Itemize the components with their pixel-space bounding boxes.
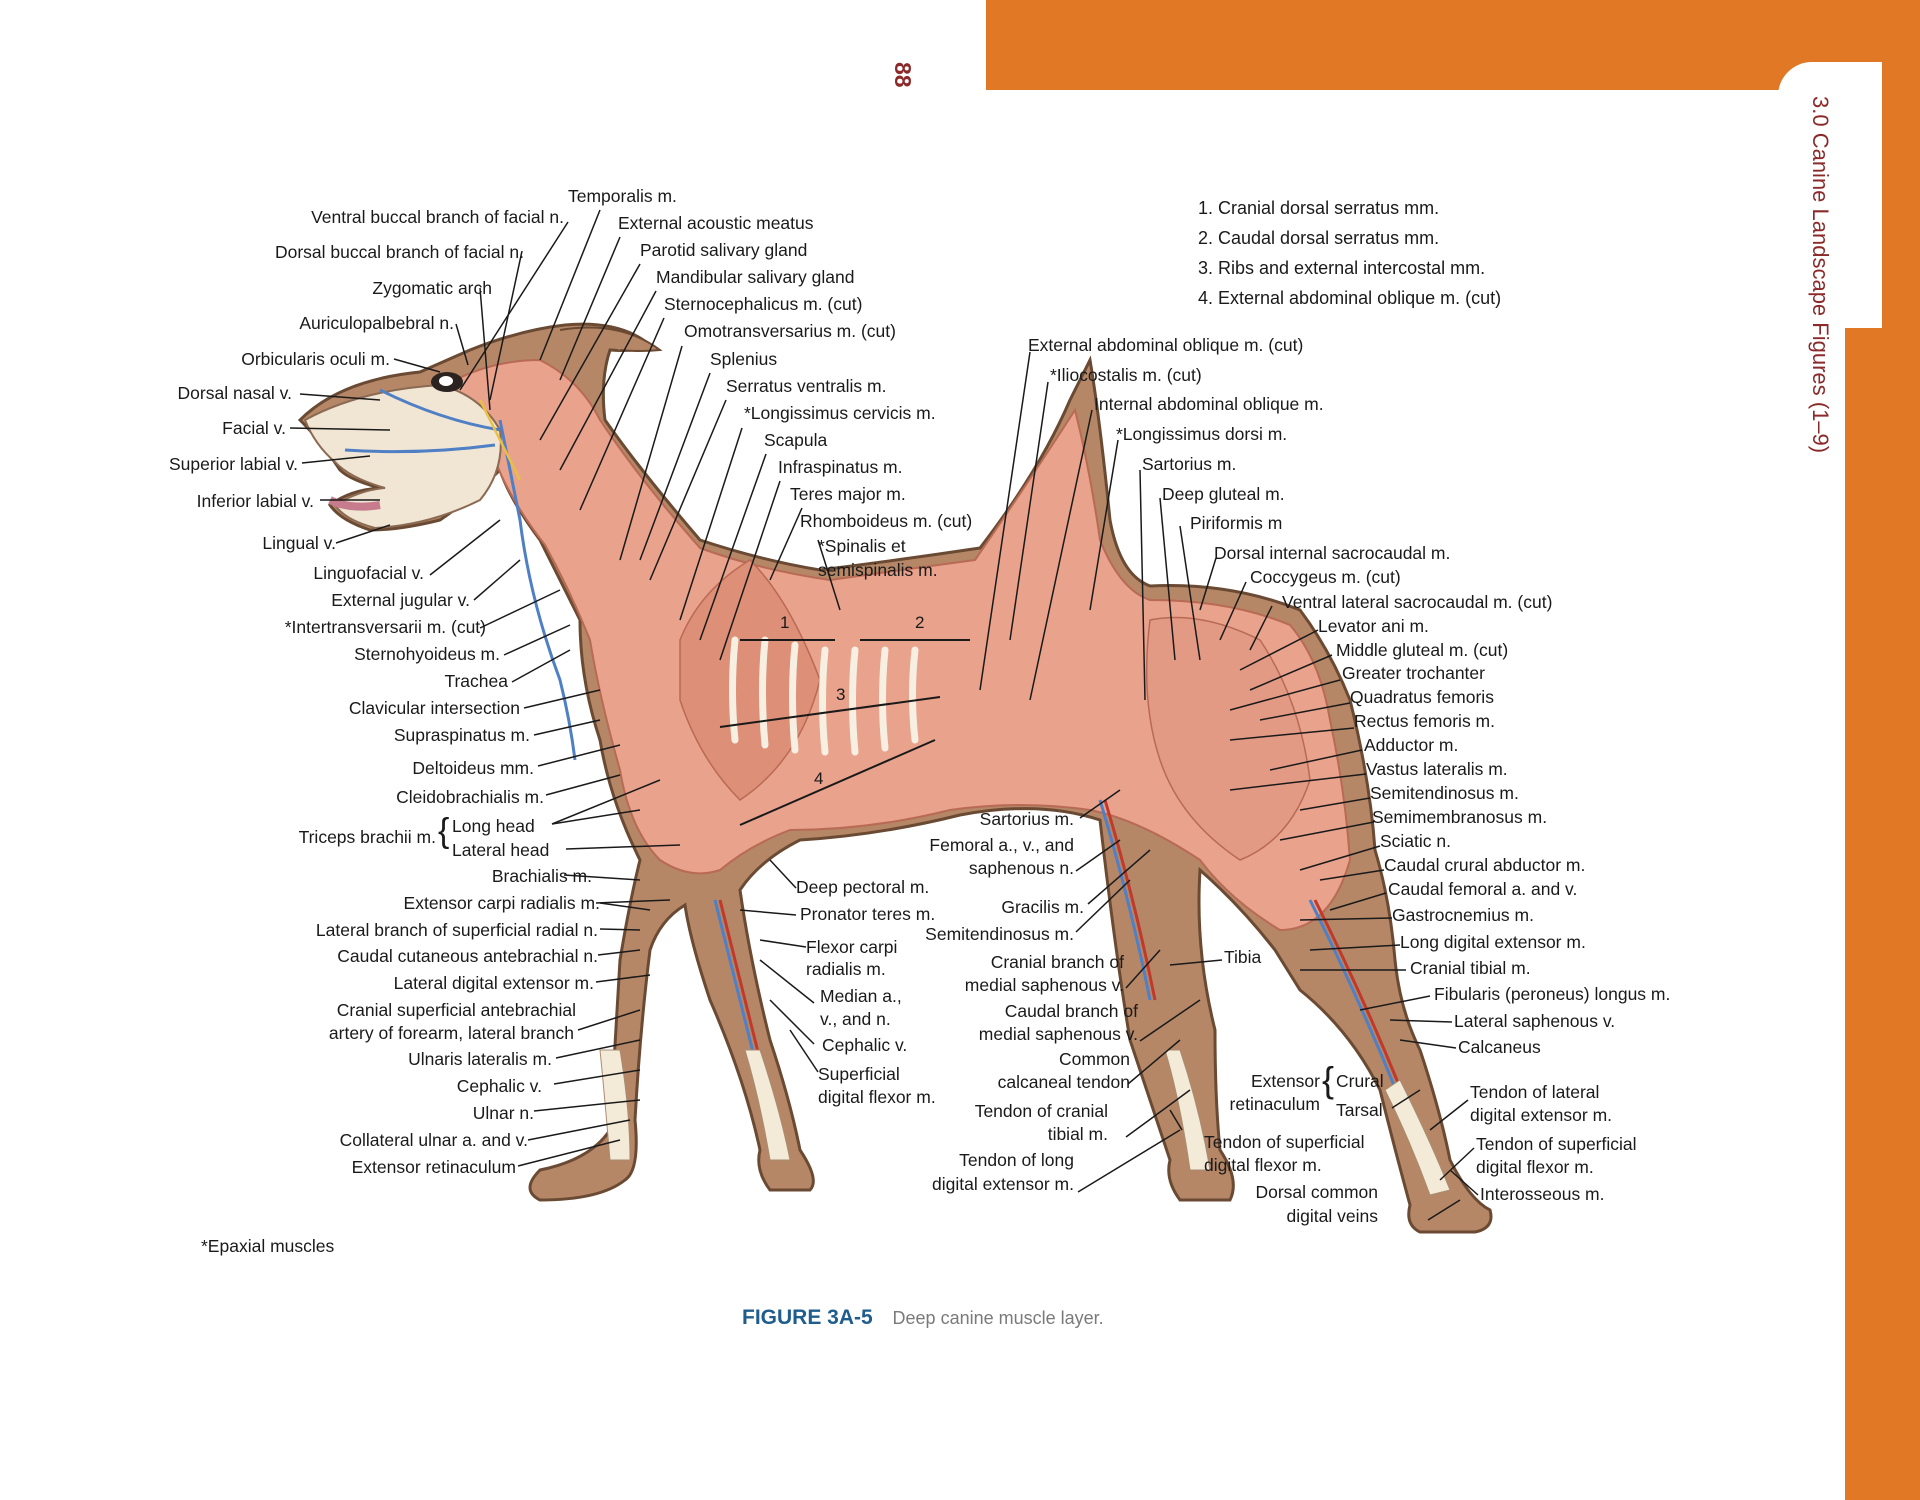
label-superficial-digital-flexor-fore-2: digital flexor m. (818, 1087, 936, 1107)
label-tendon-long-digital-extensor-2: digital extensor m. (931, 1174, 1074, 1194)
label-cleidobrachialis: Cleidobrachialis m. (396, 787, 544, 807)
label-serratus-ventralis: Serratus ventralis m. (726, 376, 887, 396)
label-temporalis: Temporalis m. (568, 186, 677, 206)
label-dorsal-common-digital-veins-2: digital veins (1286, 1206, 1378, 1226)
page-number: 88 (890, 62, 916, 88)
legend-item: 1. Cranial dorsal serratus mm. (1198, 198, 1440, 218)
label-lingual-v: Lingual v. (262, 533, 336, 553)
label-semitendinosus-mid: Semitendinosus m. (925, 924, 1074, 944)
label-common-calcaneal-1: Common (1059, 1049, 1130, 1069)
label-extensor-retinaculum-hind-1: Extensor (1250, 1071, 1320, 1091)
triceps-bracket: { (438, 812, 450, 850)
label-iliocostalis: *Iliocostalis m. (cut) (1050, 365, 1202, 385)
retinaculum-bracket: { (1322, 1059, 1335, 1100)
label-cranial-branch-medial-saphenous-1: Cranial branch of (990, 952, 1124, 972)
label-collateral-ulnar: Collateral ulnar a. and v. (339, 1130, 528, 1150)
label-deep-gluteal: Deep gluteal m. (1162, 484, 1285, 504)
label-triceps-brachii: Triceps brachii m. (298, 827, 436, 847)
label-tendon-lateral-digital-extensor-2: digital extensor m. (1470, 1105, 1613, 1125)
label-median-avn-1: Median a., (820, 986, 902, 1006)
label-cranial-superficial-antebrachial: Cranial superficial antebrachial (336, 1000, 576, 1020)
label-adductor: Adductor m. (1364, 735, 1459, 755)
label-lateral-digital-extensor: Lateral digital extensor m. (393, 973, 594, 993)
label-trachea: Trachea (444, 671, 508, 691)
label-tendon-long-digital-extensor-1: Tendon of long (959, 1150, 1074, 1170)
label-superior-labial-v: Superior labial v. (168, 454, 298, 474)
label-longissimus-cervicis: *Longissimus cervicis m. (744, 403, 936, 423)
label-long-digital-extensor: Long digital extensor m. (1400, 932, 1586, 952)
label-extensor-carpi-radialis: Extensor carpi radialis m. (403, 893, 600, 913)
label-dorsal-nasal-v: Dorsal nasal v. (177, 383, 292, 403)
label-teres-major: Teres major m. (790, 484, 906, 504)
label-flexor-carpi-2: radialis m. (806, 959, 886, 979)
legend-item: 4. External abdominal oblique m. (cut) (1198, 288, 1502, 308)
label-middle-gluteal: Middle gluteal m. (cut) (1336, 640, 1509, 660)
label-flexor-carpi-1: Flexor carpi (806, 937, 898, 957)
label-caudal-femoral: Caudal femoral a. and v. (1388, 879, 1578, 899)
label-linguofacial-v: Linguofacial v. (313, 563, 424, 583)
label-tendon-cranial-tibial-1: Tendon of cranial (974, 1101, 1108, 1121)
label-lateral-saphenous-v: Lateral saphenous v. (1454, 1011, 1616, 1031)
label-triceps-long-head: Long head (452, 816, 535, 836)
footnote-epaxial: *Epaxial muscles (201, 1236, 335, 1256)
label-tibia: Tibia (1224, 947, 1262, 967)
label-median-avn-2: v., and n. (820, 1009, 891, 1029)
label-mandibular-salivary-gland: Mandibular salivary gland (656, 267, 855, 287)
legend (1198, 193, 1501, 313)
label-semitendinosus-right: Semitendinosus m. (1370, 783, 1519, 803)
figure-description: Deep canine muscle layer. (892, 1308, 1104, 1328)
label-clavicular-intersection: Clavicular intersection (348, 698, 520, 718)
label-rhomboideus: Rhomboideus m. (cut) (800, 511, 973, 531)
label-ulnar-n: Ulnar n. (472, 1103, 534, 1123)
label-femoral-avn-2: saphenous n. (968, 858, 1074, 878)
section-tab-title: 3.0 Canine Landscape Figures (1–9) (1808, 96, 1833, 454)
legend-item: 2. Caudal dorsal serratus mm. (1198, 228, 1440, 248)
label-deep-pectoral: Deep pectoral m. (796, 877, 930, 897)
label-gracilis: Gracilis m. (1001, 897, 1084, 917)
label-deltoideus: Deltoideus mm. (412, 758, 534, 778)
label-tendon-superficial-digital-flexor-right-2: digital flexor m. (1476, 1157, 1594, 1177)
label-intertransversarii: *Intertransversarii m. (cut) (284, 617, 486, 637)
label-crural: Crural (1336, 1071, 1384, 1091)
region-number-2: 2 (915, 613, 925, 632)
label-omotransversarius: Omotransversarius m. (cut) (684, 321, 896, 341)
label-tendon-superficial-digital-flexor-right-1: Tendon of superficial (1476, 1134, 1637, 1154)
label-common-calcaneal-2: calcaneal tendon (997, 1072, 1130, 1092)
label-sciatic-n: Sciatic n. (1380, 831, 1451, 851)
label-tendon-cranial-tibial-2: tibial m. (1047, 1124, 1108, 1144)
label-caudal-branch-medial-saphenous-2: medial saphenous v. (978, 1024, 1138, 1044)
label-artery-of-forearm: artery of forearm, lateral branch (328, 1023, 574, 1043)
label-sartorius-mid: Sartorius m. (979, 809, 1074, 829)
label-greater-trochanter: Greater trochanter (1342, 663, 1485, 683)
region-number-4: 4 (814, 769, 824, 788)
label-spinalis-et: *Spinalis et (818, 536, 906, 556)
label-dorsal-buccal-branch: Dorsal buccal branch of facial n. (274, 242, 524, 262)
label-cephalic-v-mid: Cephalic v. (822, 1035, 908, 1055)
label-piriformis: Piriformis m (1190, 513, 1283, 533)
label-splenius: Splenius (710, 349, 778, 369)
label-superficial-digital-flexor-fore-1: Superficial (818, 1064, 900, 1084)
label-parotid-salivary-gland: Parotid salivary gland (640, 240, 808, 260)
region-number-1: 1 (780, 613, 790, 632)
label-facial-v: Facial v. (222, 418, 286, 438)
label-ventral-lateral-sacrocaudal: Ventral lateral sacrocaudal m. (cut) (1282, 592, 1553, 612)
label-coccygeus: Coccygeus m. (cut) (1250, 567, 1401, 587)
label-pronator-teres: Pronator teres m. (800, 904, 936, 924)
label-caudal-crural-abductor: Caudal crural abductor m. (1384, 855, 1586, 875)
label-rectus-femoris: Rectus femoris m. (1354, 711, 1495, 731)
label-cranial-tibial: Cranial tibial m. (1410, 958, 1531, 978)
legend-item: 3. Ribs and external intercostal mm. (1198, 258, 1486, 278)
label-dorsal-common-digital-veins-1: Dorsal common (1255, 1182, 1378, 1202)
label-calcaneus: Calcaneus (1458, 1037, 1541, 1057)
label-sternohyoideus: Sternohyoideus m. (354, 644, 500, 664)
label-sternocephalicus: Sternocephalicus m. (cut) (664, 294, 863, 314)
label-tendon-lateral-digital-extensor-1: Tendon of lateral (1470, 1082, 1600, 1102)
label-sartorius-top: Sartorius m. (1142, 454, 1237, 474)
label-semispinalis: semispinalis m. (818, 560, 938, 580)
label-caudal-cutaneous-antebrachial: Caudal cutaneous antebrachial n. (337, 946, 598, 966)
label-tendon-superficial-digital-flexor-hind-2: digital flexor m. (1204, 1155, 1322, 1175)
figure-caption (742, 1306, 1104, 1330)
label-lateral-branch-superficial-radial: Lateral branch of superficial radial n. (315, 920, 598, 940)
label-interosseous: Interosseous m. (1480, 1184, 1605, 1204)
label-ulnaris-lateralis: Ulnaris lateralis m. (408, 1049, 552, 1069)
label-tendon-superficial-digital-flexor-hind-1: Tendon of superficial (1204, 1132, 1365, 1152)
label-extensor-retinaculum-fore: Extensor retinaculum (351, 1157, 516, 1177)
label-levator-ani: Levator ani m. (1318, 616, 1429, 636)
figure-number: FIGURE 3A-5 (742, 1306, 873, 1329)
label-caudal-branch-medial-saphenous-1: Caudal branch of (1004, 1001, 1138, 1021)
region-number-3: 3 (836, 685, 846, 704)
label-infraspinatus: Infraspinatus m. (778, 457, 903, 477)
label-external-jugular-v: External jugular v. (331, 590, 470, 610)
label-ventral-buccal-branch: Ventral buccal branch of facial n. (311, 207, 564, 227)
label-longissimus-dorsi: *Longissimus dorsi m. (1116, 424, 1288, 444)
label-auriculopalbebral-n: Auriculopalbebral n. (299, 313, 454, 333)
muscle-layer (430, 360, 1350, 930)
label-external-acoustic-meatus: External acoustic meatus (618, 213, 814, 233)
label-extensor-retinaculum-hind-2: retinaculum (1229, 1094, 1320, 1114)
label-zygomatic-arch: Zygomatic arch (372, 278, 492, 298)
label-brachialis: Brachialis m. (491, 866, 592, 886)
label-fibularis-longus: Fibularis (peroneus) longus m. (1434, 984, 1671, 1004)
label-internal-abdominal-oblique: Internal abdominal oblique m. (1094, 394, 1324, 414)
label-femoral-avn-1: Femoral a., v., and (929, 835, 1074, 855)
label-external-abdominal-oblique-top: External abdominal oblique m. (cut) (1028, 335, 1304, 355)
label-orbicularis-oculi: Orbicularis oculi m. (241, 349, 390, 369)
label-supraspinatus: Supraspinatus m. (393, 725, 530, 745)
label-vastus-lateralis: Vastus lateralis m. (1366, 759, 1508, 779)
label-cephalic-v-fore: Cephalic v. (456, 1076, 542, 1096)
label-tarsal: Tarsal (1336, 1100, 1383, 1120)
label-cranial-branch-medial-saphenous-2: medial saphenous v. (964, 975, 1124, 995)
label-quadratus-femoris: Quadratus femoris (1350, 687, 1494, 707)
label-triceps-lateral-head: Lateral head (452, 840, 550, 860)
label-semimembranosus: Semimembranosus m. (1372, 807, 1548, 827)
label-gastrocnemius: Gastrocnemius m. (1392, 905, 1534, 925)
label-inferior-labial-v: Inferior labial v. (196, 491, 314, 511)
label-dorsal-internal-sacrocaudal: Dorsal internal sacrocaudal m. (1214, 543, 1451, 563)
label-scapula: Scapula (764, 430, 828, 450)
